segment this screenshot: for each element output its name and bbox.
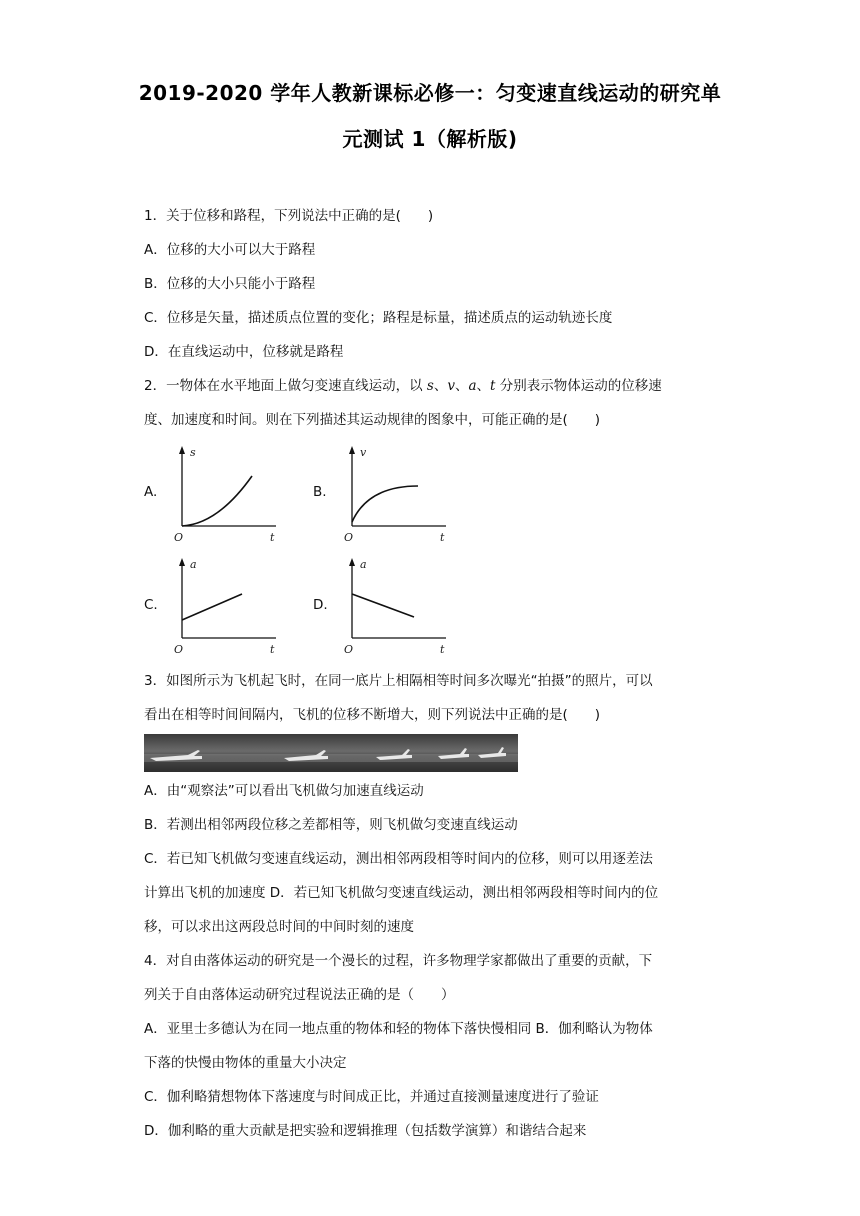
line: [352, 594, 414, 617]
graph-c-origin: O: [174, 643, 184, 656]
graph-a-s-t: [168, 444, 288, 544]
question-1-option-c: C．位移是矢量，描述质点位置的变化；路程是标量，描述质点的运动轨迹长度: [144, 310, 613, 326]
separator: 、: [476, 378, 491, 394]
separator: 、: [433, 378, 448, 394]
question-2-option-b-label: B.: [313, 484, 327, 500]
y-axis-arrow-icon: [179, 558, 185, 566]
graph-b-origin: O: [344, 531, 354, 544]
page-title-line-2: 元测试 1（解析版): [342, 127, 518, 151]
y-axis-arrow-icon: [349, 558, 355, 566]
question-1-option-b: B．位移的大小只能小于路程: [144, 276, 316, 292]
question-4-option-c: C．伽利略猜想物体下落速度与时间成正比，并通过直接测量速度进行了验证: [144, 1089, 599, 1105]
question-2-stem-line-2: 度、加速度和时间。则在下列描述其运动规律的图象中，可能正确的是( ): [144, 412, 601, 428]
question-3-option-d-line-3: 移，可以求出这两段总时间的中间时刻的速度: [144, 919, 414, 935]
graph-b-y-label: v: [360, 446, 367, 459]
curve: [182, 476, 252, 526]
question-2-option-d-label: D.: [313, 597, 328, 613]
graph-d-origin: O: [344, 643, 354, 656]
question-3-option-a: A．由“观察法”可以看出飞机做匀加速直线运动: [144, 783, 424, 799]
graph-a-x-label: t: [270, 531, 275, 544]
question-3-option-c-line-2: 计算出飞机的加速度 D．若已知飞机做匀变速直线运动，测出相邻两段相等时间内的位: [144, 885, 659, 901]
curve: [352, 486, 418, 522]
graph-d-y-label: a: [360, 558, 367, 571]
variable-v: v: [447, 378, 455, 394]
question-3-option-b: B．若测出相邻两段位移之差都相等，则飞机做匀变速直线运动: [144, 817, 518, 833]
graph-c-y-label: a: [190, 558, 197, 571]
question-2-stem-pre: 2．一物体在水平地面上做匀变速直线运动，以: [144, 378, 427, 394]
variable-a: a: [468, 378, 477, 394]
question-3-option-c-line-1: C．若已知飞机做匀变速直线运动，测出相邻两段相等时间内的位移，则可以用逐差法: [144, 851, 653, 867]
graph-b-x-label: t: [440, 531, 445, 544]
question-2-option-c-label: C.: [144, 597, 158, 613]
line: [182, 594, 242, 620]
question-4-stem-line-2: 列关于自由落体运动研究过程说法正确的是（ ）: [144, 987, 455, 1003]
variable-t: t: [490, 378, 496, 394]
graph-d-a-t: [338, 556, 458, 656]
variable-s: s: [426, 378, 434, 394]
graph-c-x-label: t: [270, 643, 275, 656]
graph-c-a-t: [168, 556, 288, 656]
question-4-option-d: D．伽利略的重大贡献是把实验和逻辑推理（包括数学演算）和谐结合起来: [144, 1123, 587, 1139]
question-2-option-a-label: A.: [144, 484, 158, 500]
question-4-stem-line-1: 4．对自由落体运动的研究是一个漫长的过程，许多物理学家都做出了重要的贡献，下: [144, 953, 653, 969]
graph-a-y-label: s: [190, 446, 196, 459]
question-1-option-d: D．在直线运动中，位移就是路程: [144, 344, 344, 360]
y-axis-arrow-icon: [349, 446, 355, 454]
question-3-stem-line-2: 看出在相等时间间隔内，飞机的位移不断增大，则下列说法中正确的是( ): [144, 707, 601, 723]
airplane-takeoff-photo: [144, 734, 518, 772]
graph-d-x-label: t: [440, 643, 445, 656]
graph-b-v-t: [338, 444, 458, 544]
page-title-line-1: 2019-2020 学年人教新课标必修一：匀变速直线运动的研究单: [138, 81, 722, 105]
question-1-option-a: A．位移的大小可以大于路程: [144, 242, 316, 258]
question-2-stem-line-1: [144, 377, 724, 395]
question-4-option-a-line-1: A．亚里士多德认为在同一地点重的物体和轻的物体下落快慢相同 B．伽利略认为物体: [144, 1021, 653, 1037]
y-axis-arrow-icon: [179, 446, 185, 454]
separator: 、: [454, 378, 469, 394]
question-3-stem-line-1: 3．如图所示为飞机起飞时，在同一底片上相隔相等时间多次曝光“拍摄”的照片，可以: [144, 673, 653, 689]
question-2-stem-post: 分别表示物体运动的位移速: [495, 378, 662, 394]
question-4-option-a-line-2: 下落的快慢由物体的重量大小决定: [144, 1055, 347, 1071]
graph-a-origin: O: [174, 531, 184, 544]
question-1-stem: 1．关于位移和路程，下列说法中正确的是( ): [144, 208, 434, 224]
